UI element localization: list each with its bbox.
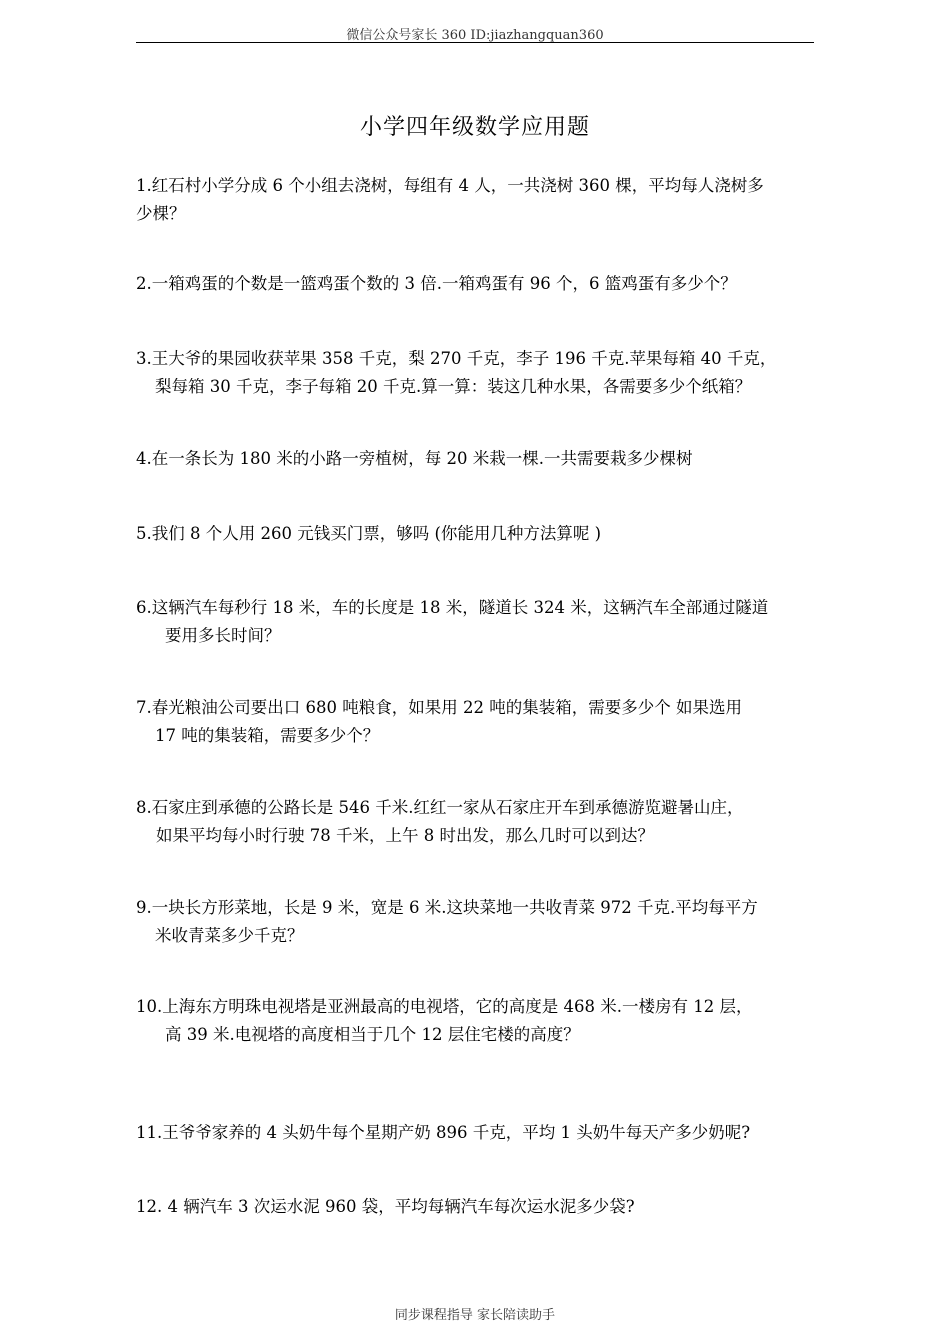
question-1 (136, 172, 826, 228)
question-1-line-2: 少棵？ (136, 204, 186, 223)
question-8 (136, 794, 826, 850)
question-3-line-2: 梨每箱 30 千克，李子每箱 20 千克.算一算：装这几种水果，各需要多少个纸箱？ (155, 377, 752, 396)
question-6-line-1: 6.这辆汽车每秒行 18 米，车的长度是 18 米，隧道长 324 米，这辆汽车全部通过隧道 (136, 598, 769, 617)
question-9-line-1: 9.一块长方形菜地，长是 9 米，宽是 6 米.这块菜地一共收青菜 972 千克.平均每平方 (136, 898, 758, 917)
question-8-line-1: 8.石家庄到承德的公路长是 546 千米.红红一家从石家庄开车到承德游览避暑山庄， (136, 798, 744, 817)
question-5-line-1: 5.我们 8 个人用 260 元钱买门票，够吗 (你能用几种方法算呢 ) (136, 524, 602, 543)
question-11 (136, 1119, 826, 1147)
question-1-line-1: 1.红石村小学分成 6 个小组去浇树，每组有 4 人，一共浇树 360 棵，平均每人浇树多 (136, 176, 764, 195)
question-2-line-1: 2.一箱鸡蛋的个数是一篮鸡蛋个数的 3 倍.一箱鸡蛋有 96 个，6 篮鸡蛋有多少个？ (136, 274, 737, 293)
question-12 (136, 1193, 826, 1221)
page-header: 微信公众号家长 360 ID:jiazhangquan360 (346, 28, 604, 43)
question-3 (136, 345, 826, 401)
question-7-line-1: 7.春光粮油公司要出口 680 吨粮食，如果用 22 吨的集装箱，需要多少个 如果选用 (136, 698, 742, 717)
question-12-line-1: 12. 4 辆汽车 3 次运水泥 960 袋，平均每辆汽车每次运水泥多少袋? (136, 1197, 635, 1216)
question-7-line-2: 17 吨的集装箱，需要多少个？ (155, 726, 380, 745)
question-9 (136, 894, 826, 950)
question-4-line-1: 4.在一条长为 180 米的小路一旁植树，每 20 米栽一棵.一共需要栽多少棵树 (136, 449, 693, 468)
question-10 (136, 993, 826, 1049)
page-title: 小学四年级数学应用题 (359, 115, 590, 140)
question-10-line-1: 10.上海东方明珠电视塔是亚洲最高的电视塔，它的高度是 468 米.一楼房有 12 层， (136, 997, 753, 1016)
question-8-line-2: 如果平均每小时行驶 78 千米，上午 8 时出发，那么几时可以到达？ (156, 826, 654, 845)
question-2 (136, 270, 826, 298)
question-7 (136, 694, 826, 750)
question-4 (136, 445, 826, 473)
question-10-line-2: 高 39 米.电视塔的高度相当于几个 12 层住宅楼的高度？ (165, 1025, 580, 1044)
question-11-line-1: 11.王爷爷家养的 4 头奶牛每个星期产奶 896 千克，平均 1 头奶牛每天产多少奶呢? (136, 1123, 751, 1142)
question-3-line-1: 3.王大爷的果园收获苹果 358 千克，梨 270 千克，李子 196 千克.苹果每箱 40 千克， (136, 349, 777, 368)
header-divider (136, 42, 814, 43)
question-5 (136, 520, 826, 548)
question-6 (136, 594, 826, 650)
page-footer: 同步课程指导 家长陪读助手 (394, 1308, 556, 1323)
question-9-line-2: 米收青菜多少千克？ (155, 926, 304, 945)
question-6-line-2: 要用多长时间？ (165, 626, 281, 645)
